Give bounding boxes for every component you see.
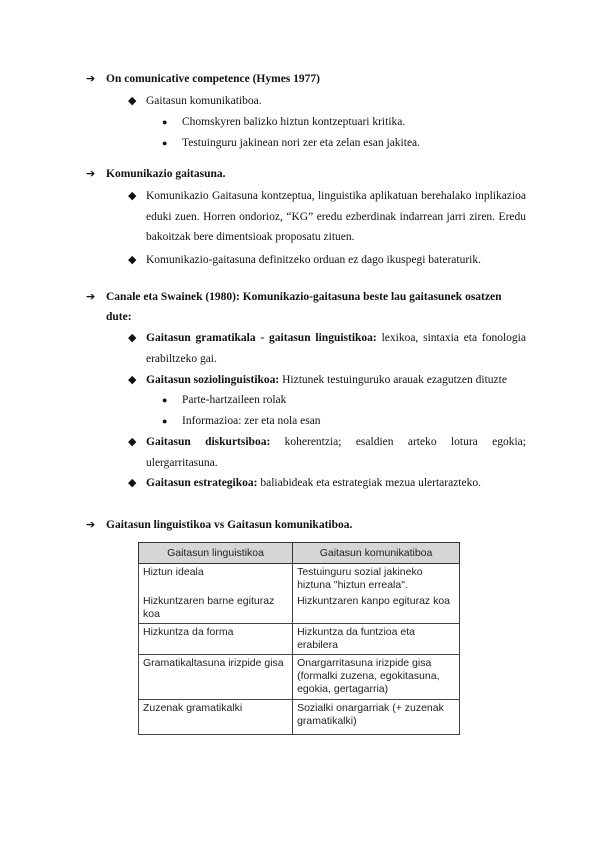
table-cell: Gramatikaltasuna irizpide gisa	[139, 655, 293, 700]
bullet-item: ◆ Gaitasun estrategikoa: baliabideak eta estrategiak mezua ulertarazteko.	[128, 473, 526, 494]
arrow-icon: ➔	[86, 518, 96, 531]
table-cell: Onargarritasuna irizpide gisa (formalki zuzena, egokitasuna, egokia, gertagarria)	[293, 655, 460, 700]
bullet-item: ◆ Gaitasun gramatikala - gaitasun linguistikoa: lexikoa, sintaxia eta fonologia erabiltzeko gai.	[128, 328, 526, 369]
bullet-item: ◆ Gaitasun diskurtsiboa: koherentzia; esaldien arteko lotura egokia; ulergarritasuna.	[128, 432, 526, 473]
sub-bullet-item: ● Parte-hartzaileen rolak	[162, 390, 286, 410]
diamond-bullet-icon: ◆	[128, 331, 137, 344]
diamond-bullet-icon: ◆	[128, 253, 137, 266]
section-heading-canale-swain: ➔ Canale eta Swainek (1980): Komunikazio-gaitasuna beste lau gaitasunek osatzen dute:	[86, 287, 526, 327]
table-cell: Hizkuntza da funtzioa eta erabilera	[293, 624, 460, 655]
dot-bullet-icon: ●	[162, 138, 168, 148]
dot-bullet-icon: ●	[162, 395, 168, 405]
diamond-bullet-icon: ◆	[128, 435, 137, 448]
bullet-item: ◆ Gaitasun soziolinguistikoa: Hiztunek testuinguruko arauak ezagutzen dituzte	[128, 370, 526, 391]
table-cell: Hizkuntza da forma	[139, 624, 293, 655]
diamond-bullet-icon: ◆	[128, 373, 137, 386]
table-row	[139, 655, 460, 700]
diamond-bullet-icon: ◆	[128, 189, 137, 202]
arrow-icon: ➔	[86, 290, 96, 303]
table-cell: Sozialki onargarriak (+ zuzenak gramatikalki)	[293, 700, 460, 735]
table-cell: Testuinguru sozial jakineko hiztuna "hiztun erreala". Hizkuntzaren kanpo egituraz koa	[293, 564, 460, 624]
table-row	[139, 624, 460, 655]
section-heading-komunikazio-gaitasuna: ➔ Komunikazio gaitasuna.	[86, 167, 226, 180]
section-heading-comparison: ➔ Gaitasun linguistikoa vs Gaitasun komunikatiboa.	[86, 518, 353, 531]
sub-bullet-item: ● Chomskyren balizko hiztun kontzeptuari kritika.	[162, 112, 405, 132]
sub-bullet-item: ● Informazioa: zer eta nola esan	[162, 411, 321, 431]
section-heading-hymes: ➔ On comunicative competence (Hymes 1977)	[86, 72, 320, 85]
sub-bullet-item: ● Testuinguru jakinean nori zer eta zelan esan jakitea.	[162, 133, 420, 153]
diamond-bullet-icon: ◆	[128, 94, 137, 107]
arrow-icon: ➔	[86, 167, 96, 180]
arrow-icon: ➔	[86, 72, 96, 85]
bullet-item: ◆ Gaitasun komunikatiboa.	[128, 91, 526, 112]
diamond-bullet-icon: ◆	[128, 476, 137, 489]
table-header-row	[139, 543, 460, 564]
table-row	[139, 700, 460, 735]
bullet-item: ◆ Komunikazio Gaitasuna kontzeptua, linguistika aplikatuan berehalako inplikazioa eduki zuen. Horren ondorioz, “KG” eredu ezberdinak indarrean jarri ziren. Eredu bakoitzak bere dimentsioak proposatu zituen.	[128, 186, 526, 248]
table-row	[139, 564, 460, 624]
bullet-item: ◆ Komunikazio-gaitasuna definitzeko orduan ez dago ikuspegi bateraturik.	[128, 250, 526, 271]
dot-bullet-icon: ●	[162, 117, 168, 127]
table-header-cell: Gaitasun linguistikoa	[139, 543, 293, 564]
table-header-cell: Gaitasun komunikatiboa	[293, 543, 460, 564]
dot-bullet-icon: ●	[162, 416, 168, 426]
table-cell: Zuzenak gramatikalki	[139, 700, 293, 735]
table-cell: Hiztun ideala Hizkuntzaren barne egituraz koa	[139, 564, 293, 624]
comparison-table	[138, 542, 460, 735]
